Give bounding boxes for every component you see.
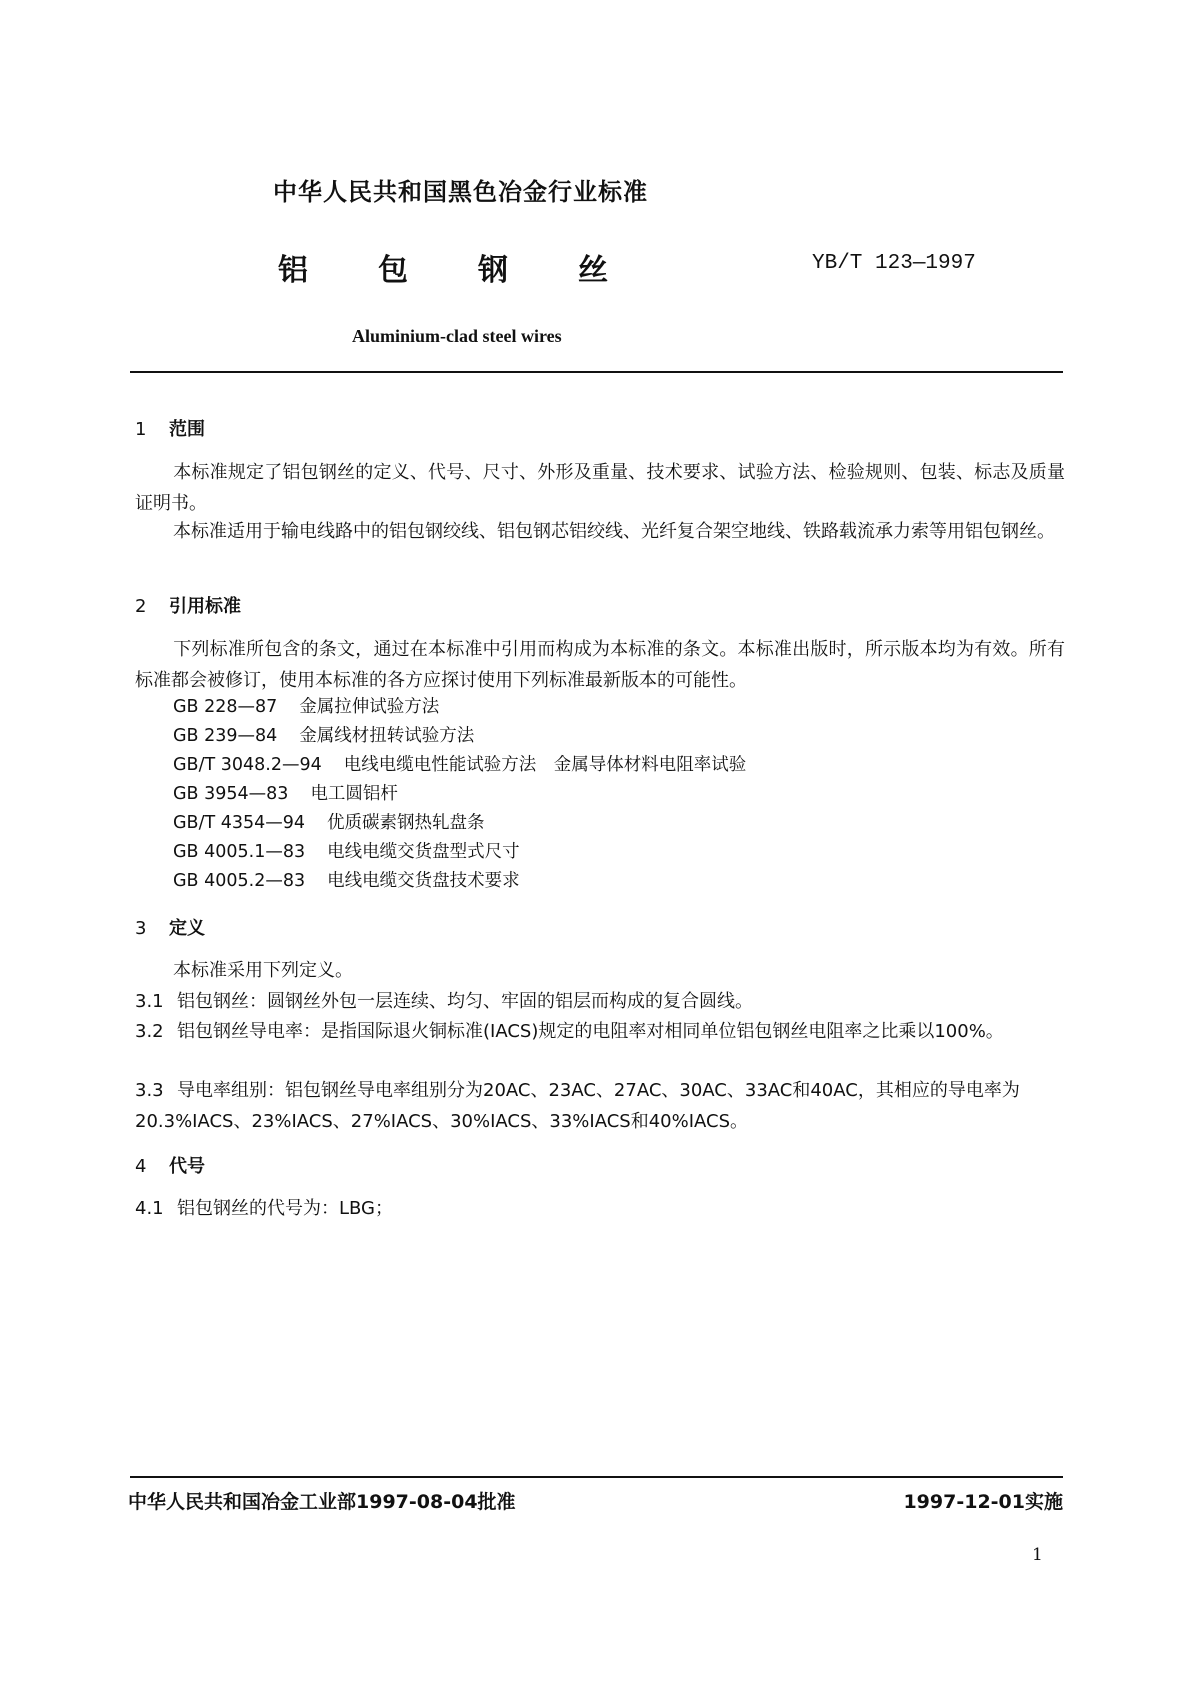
section-number: 4 [135, 1156, 147, 1177]
clause-3-2: 3.2 铝包钢丝导电率：是指国际退火铜标准(IACS)规定的电阻率对相同单位铝包钢丝电阻率之比乘以100%。 [135, 1021, 1004, 1042]
title-char: 钢 [478, 253, 508, 288]
title-char: 铝 [278, 253, 308, 288]
footer-divider [130, 1476, 1063, 1478]
clause-4-1: 4.1 铝包钢丝的代号为：LBG； [135, 1198, 394, 1219]
document-title [278, 245, 678, 289]
section-3-heading [135, 914, 205, 940]
section-3-paragraph: 本标准采用下列定义。 [173, 960, 353, 981]
section-1-paragraph-2: 本标准适用于输电线路中的铝包钢绞线、铝包钢芯铝绞线、光纤复合架空地线、铁路载流承力索等用铝包钢丝。 [173, 521, 1055, 542]
page-number: 1 [1032, 1545, 1043, 1565]
org-title: 中华人民共和国黑色冶金行业标准 [273, 178, 648, 206]
reference-item: GB 4005.2—83 电线电缆交货盘技术要求 [173, 871, 520, 891]
section-number: 2 [135, 596, 147, 617]
reference-item: GB 3954—83 电工圆铝杆 [173, 784, 398, 804]
title-char: 包 [378, 253, 408, 288]
reference-item: GB 228—87 金属拉伸试验方法 [173, 697, 440, 717]
implementation-date: 1997-12-01实施 [903, 1491, 1063, 1513]
english-title: Aluminium-clad steel wires [352, 326, 562, 346]
section-2-heading [135, 592, 241, 618]
section-title: 定义 [169, 918, 205, 939]
section-title: 代号 [169, 1156, 205, 1177]
section-1-heading [135, 415, 205, 441]
reference-item: GB 4005.1—83 电线电缆交货盘型式尺寸 [173, 842, 520, 862]
standard-code: YB/T 123—1997 [812, 252, 976, 275]
reference-item: GB/T 3048.2—94 电线电缆电性能试验方法 金属导体材料电阻率试验 [173, 755, 747, 775]
header-divider [130, 371, 1063, 373]
title-char: 丝 [578, 253, 608, 288]
reference-item: GB/T 4354—94 优质碳素钢热轧盘条 [173, 813, 485, 833]
clause-3-3: 3.3 导电率组别：铝包钢丝导电率组别分为20AC、23AC、27AC、30AC、33AC和40AC，其相应的导电率为20.3%IACS、23%IACS、27%IACS、30%IACS、33%IACS和40%IACS。 [135, 1080, 1020, 1132]
section-2-paragraph: 下列标准所包含的条文，通过在本标准中引用而构成为本标准的条文。本标准出版时，所示版本均为有效。所有标准都会被修订，使用本标准的各方应探讨使用下列标准最新版本的可能性。 [135, 639, 1065, 691]
clause-3-1: 3.1 铝包钢丝：圆钢丝外包一层连续、均匀、牢固的铝层而构成的复合圆线。 [135, 991, 753, 1012]
section-number: 3 [135, 918, 147, 939]
section-number: 1 [135, 419, 147, 440]
section-1-paragraph-1: 本标准规定了铝包钢丝的定义、代号、尺寸、外形及重量、技术要求、试验方法、检验规则、包装、标志及质量证明书。 [135, 462, 1065, 514]
section-title: 范围 [169, 419, 205, 440]
section-4-heading [135, 1152, 205, 1178]
section-title: 引用标准 [169, 596, 241, 617]
reference-item: GB 239—84 金属线材扭转试验方法 [173, 726, 475, 746]
approval-text: 中华人民共和国冶金工业部1997-08-04批准 [128, 1491, 516, 1513]
